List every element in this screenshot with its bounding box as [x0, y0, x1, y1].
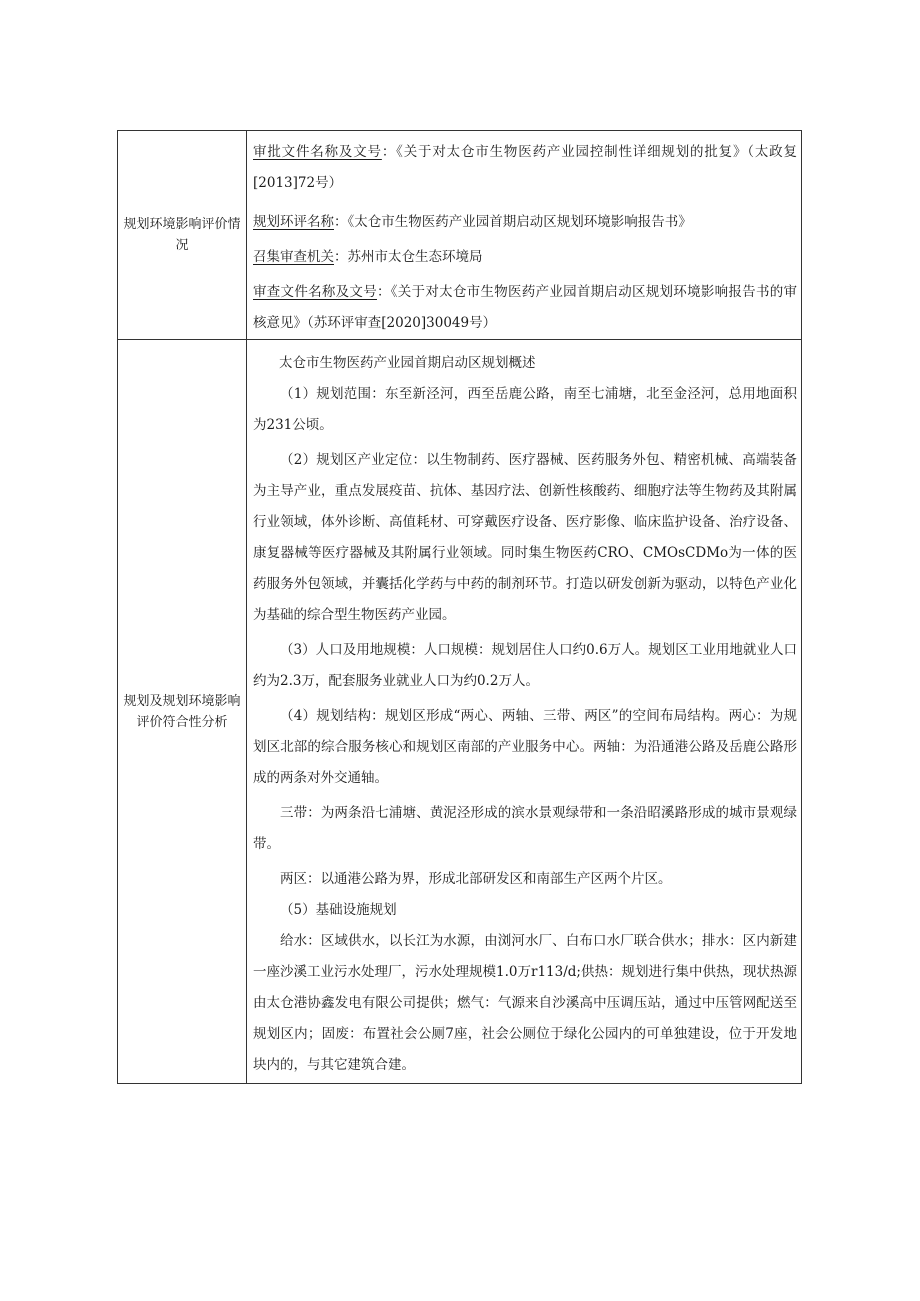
- review-authority-line: [253, 242, 797, 273]
- infrastructure-paragraph: 给水：区域供水，以长江为水源，由浏河水厂、白布口水厂联合供水；排水：区内新建一座沙溪工业污水处理厂，污水处理规模1.0万r113/d;供热：规划进行集中供热，现状热源由太仓港协鑫发电有限公司提供；燃气：气源来自沙溪高中压调压站，通过中压管网配送至规划区内；固废：布置社会公厕7座，社会公厕位于绿化公园内的可单独建设，位于开发地块内的，与其它建筑合建。: [253, 933, 797, 1073]
- conformity-content: [247, 340, 802, 1084]
- population-paragraph: （3）人口及用地规模：人口规模：规划居住人口约0.6万人。规划区工业用地就业人口约为2.3万，配套服务业就业人口为约0.2万人。: [253, 642, 797, 689]
- industry-paragraph: （2）规划区产业定位：以生物制药、医疗器械、医药服务外包、精密机械、高端装备为主导产业，重点发展疫苗、抗体、基因疗法、创新性核酸药、细胞疗法等生物药及其附属行业领域，体外诊断、高值耗材、可穿戴医疗设备、医疗影像、临床监护设备、治疗设备、康复器械等医疗器械及其附属行业领域。同时集生物医药CRO、CMOsCDMo为一体的医药服务外包领域，并囊括化学药与中药的制剂环节。打造以研发创新为驱动，以特色产业化为基础的综合型生物医药产业园。: [253, 452, 797, 623]
- review-authority-value: ：苏州市太仓生态环境局: [334, 249, 483, 265]
- approval-doc-key: 审批文件名称及文号: [253, 144, 382, 160]
- approval-doc-line: [253, 137, 797, 199]
- two-zones-paragraph: 两区：以通港公路为界，形成北部研发区和南部生产区两个片区。: [280, 871, 672, 887]
- review-doc-key: 审查文件名称及文号: [253, 284, 377, 300]
- scope-paragraph: （1）规划范围：东至新泾河，西至岳鹿公路，南至七浦塘，北至金泾河，总用地面积为231公顷。: [253, 386, 797, 433]
- planning-eia-content: [247, 131, 802, 340]
- approval-doc-value: ：《关于对太仓市生物医药产业园控制性详细规划的批复》（太政复[2013]72号）: [253, 144, 798, 191]
- structure-paragraph: （4）规划结构：规划区形成“两心、两轴、三带、两区”的空间布局结构。两心：为规划区北部的综合服务核心和规划区南部的产业服务中心。两轴：为沿通港公路及岳鹿公路形成的两条对外交通轴。: [253, 708, 797, 786]
- planning-eia-row: [118, 131, 802, 340]
- eia-name-key: 规划环评名称: [253, 214, 334, 230]
- planning-eia-label: 规划环境影响评价情况: [123, 217, 241, 253]
- review-authority-key: 召集审查机关: [253, 249, 334, 265]
- conformity-label-cell: [118, 340, 247, 1084]
- conformity-analysis-row: [118, 340, 802, 1084]
- eia-name-line: [253, 207, 797, 238]
- three-belts-paragraph: 三带：为两条沿七浦塘、黄泥泾形成的滨水景观绿带和一条沿昭溪路形成的城市景观绿带。: [253, 805, 797, 852]
- conformity-label: 规划及规划环境影响评价符合性分析: [123, 693, 241, 730]
- review-doc-line: [253, 277, 797, 339]
- eia-name-value: ：《太仓市生物医药产业园首期启动区规划环境影响报告书》: [334, 214, 692, 230]
- infrastructure-heading: （5）基础设施规划: [280, 902, 397, 918]
- review-doc-value: ：《关于对太仓市生物医药产业园首期启动区规划环境影响报告书的审核意见》（苏环评审查[2020]30049号）: [253, 284, 798, 331]
- document-table: [117, 130, 802, 1084]
- overview-title: 太仓市生物医药产业园首期启动区规划概述: [279, 355, 536, 371]
- planning-eia-label-cell: [118, 131, 247, 340]
